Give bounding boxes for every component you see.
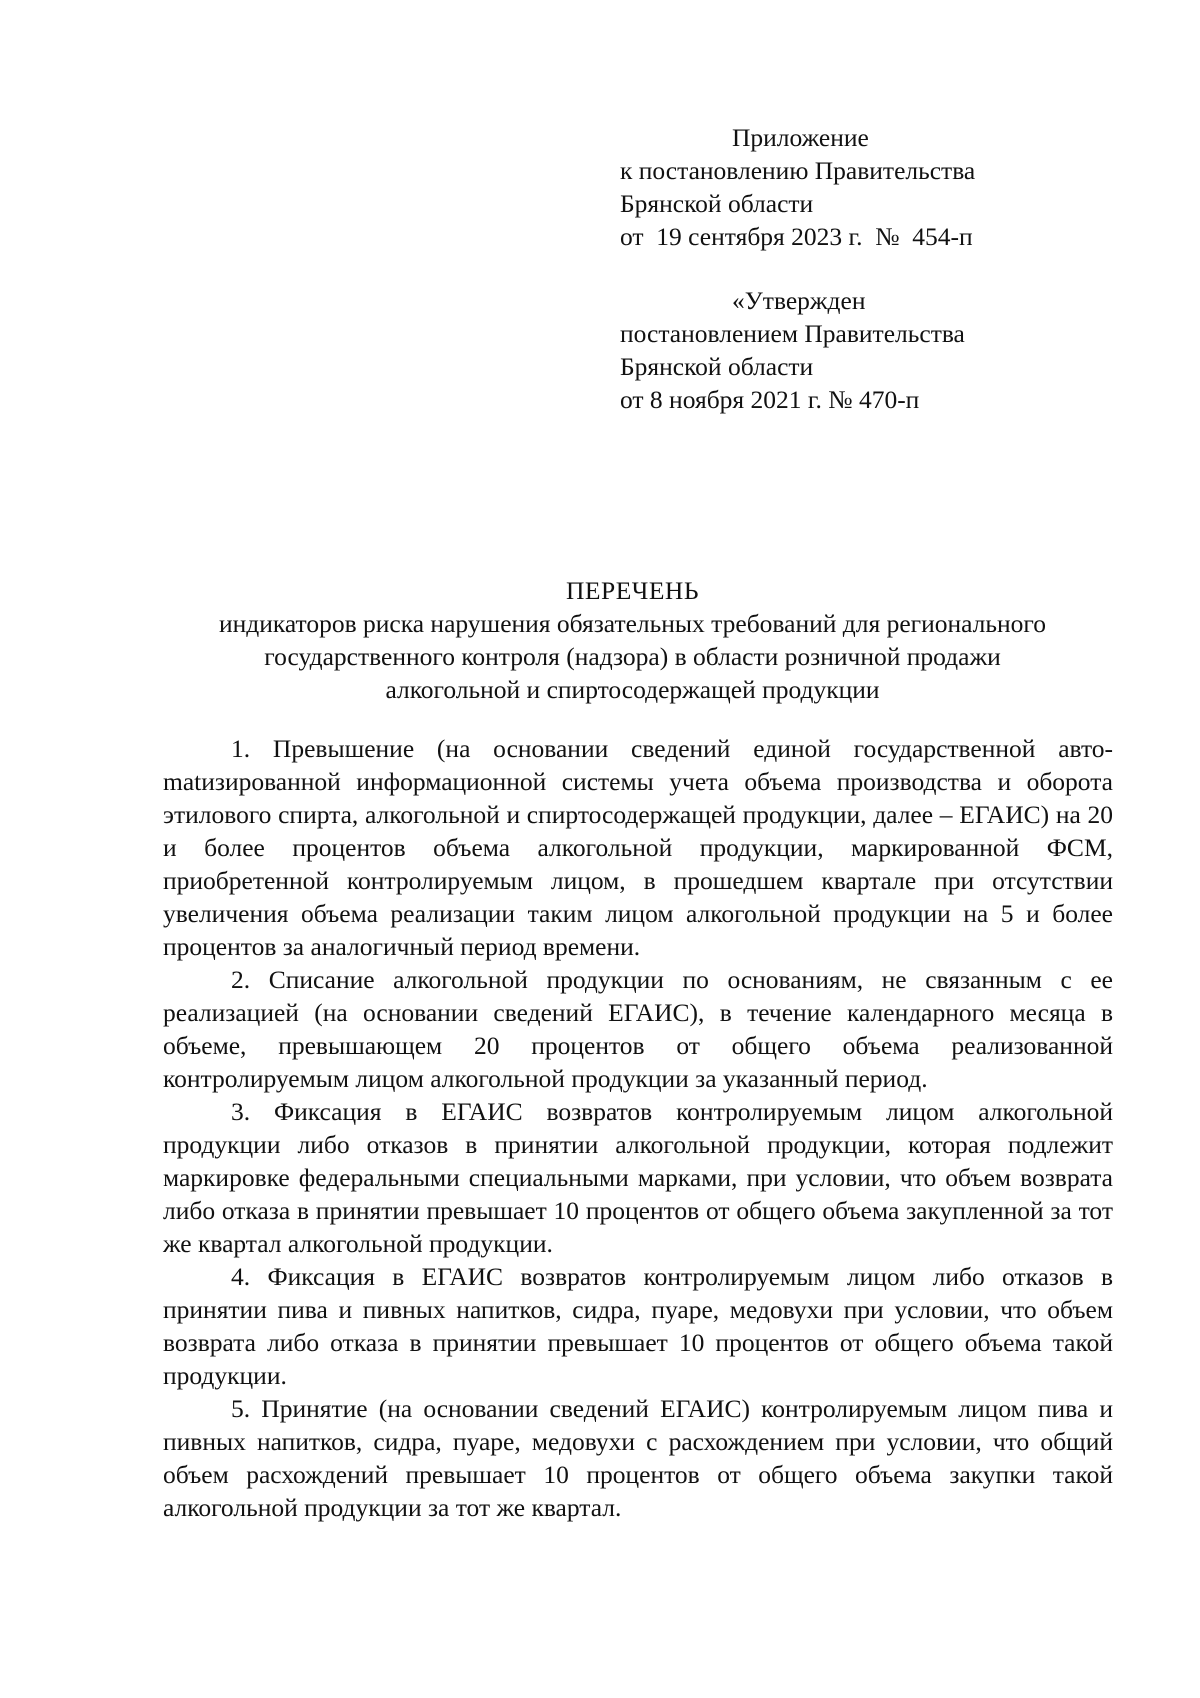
title-line: государственного контроля (надзора) в области розничной продажи	[264, 642, 1001, 671]
approved-region: Брянской области	[620, 352, 814, 381]
indicator-item-2: 2. Списание алкогольной продукции по основаниям, не связанным с ее реализацией (на основании сведений ЕГАИС), в течение календарного месяца в объеме, превышающем 20 процентов от общего объема реализованной контролируемым лицом алкогольной продукции за указанный период.	[163, 965, 1113, 1093]
appendix-header	[620, 121, 1140, 253]
approved-label: «Утвержден	[732, 286, 866, 315]
title-line: алкогольной и спиртосодержащей продукции	[385, 675, 880, 704]
approved-header	[620, 284, 1140, 416]
indicator-list	[163, 732, 1113, 1524]
indicator-item-1: 1. Превышение (на основании сведений единой государственной автоmatизированной информационной системы учета объема производства и оборота этилового спирта, алкогольной и спиртосодержащей продукции, далее – ЕГАИС) на 20 и более процентов объема алкогольной продукции, маркированной ФСМ, приобретенной контролируемым лицом, в прошедшем квартале при отсутствии увеличения объема реализации таким лицом алкогольной продукции на 5 и более процентов за аналогичный период времени.	[163, 734, 1113, 961]
appendix-date-number: от 19 сентября 2023 г. № 454-п	[620, 222, 973, 251]
document-title	[140, 574, 1125, 706]
appendix-label: Приложение	[732, 123, 869, 152]
title-line: индикаторов риска нарушения обязательных требований для регионального	[218, 609, 1047, 638]
approved-date-number: от 8 ноября 2021 г. № 470-п	[620, 385, 920, 414]
indicator-item-3: 3. Фиксация в ЕГАИС возвратов контролируемым лицом алкогольной продукции либо отказов в принятии алкогольной продукции, которая подлежит маркировке федеральными специальными марками, при условии, что объем возврата либо отказа в принятии превышает 10 процентов от общего объема закупленной за тот же квартал алкогольной продукции.	[163, 1097, 1113, 1258]
indicator-item-5: 5. Принятие (на основании сведений ЕГАИС) контролируемым лицом пива и пивных напитков, сидра, пуаре, медовухи с расхождением при условии, что общий объем расхождений превышает 10 процентов от общего объема закупки такой алкогольной продукции за тот же квартал.	[163, 1394, 1113, 1522]
approved-resolution-ref: постановлением Правительства	[620, 319, 965, 348]
appendix-region: Брянской области	[620, 189, 814, 218]
appendix-resolution-ref: к постановлению Правительства	[620, 156, 976, 185]
title-heading: ПЕРЕЧЕНЬ	[566, 576, 699, 605]
indicator-item-4: 4. Фиксация в ЕГАИС возвратов контролируемым лицом либо отказов в принятии пива и пивных напитков, сидра, пуаре, медовухи при условии, что объем возврата либо отказа в принятии превышает 10 процентов от общего объема такой продукции.	[163, 1262, 1113, 1390]
